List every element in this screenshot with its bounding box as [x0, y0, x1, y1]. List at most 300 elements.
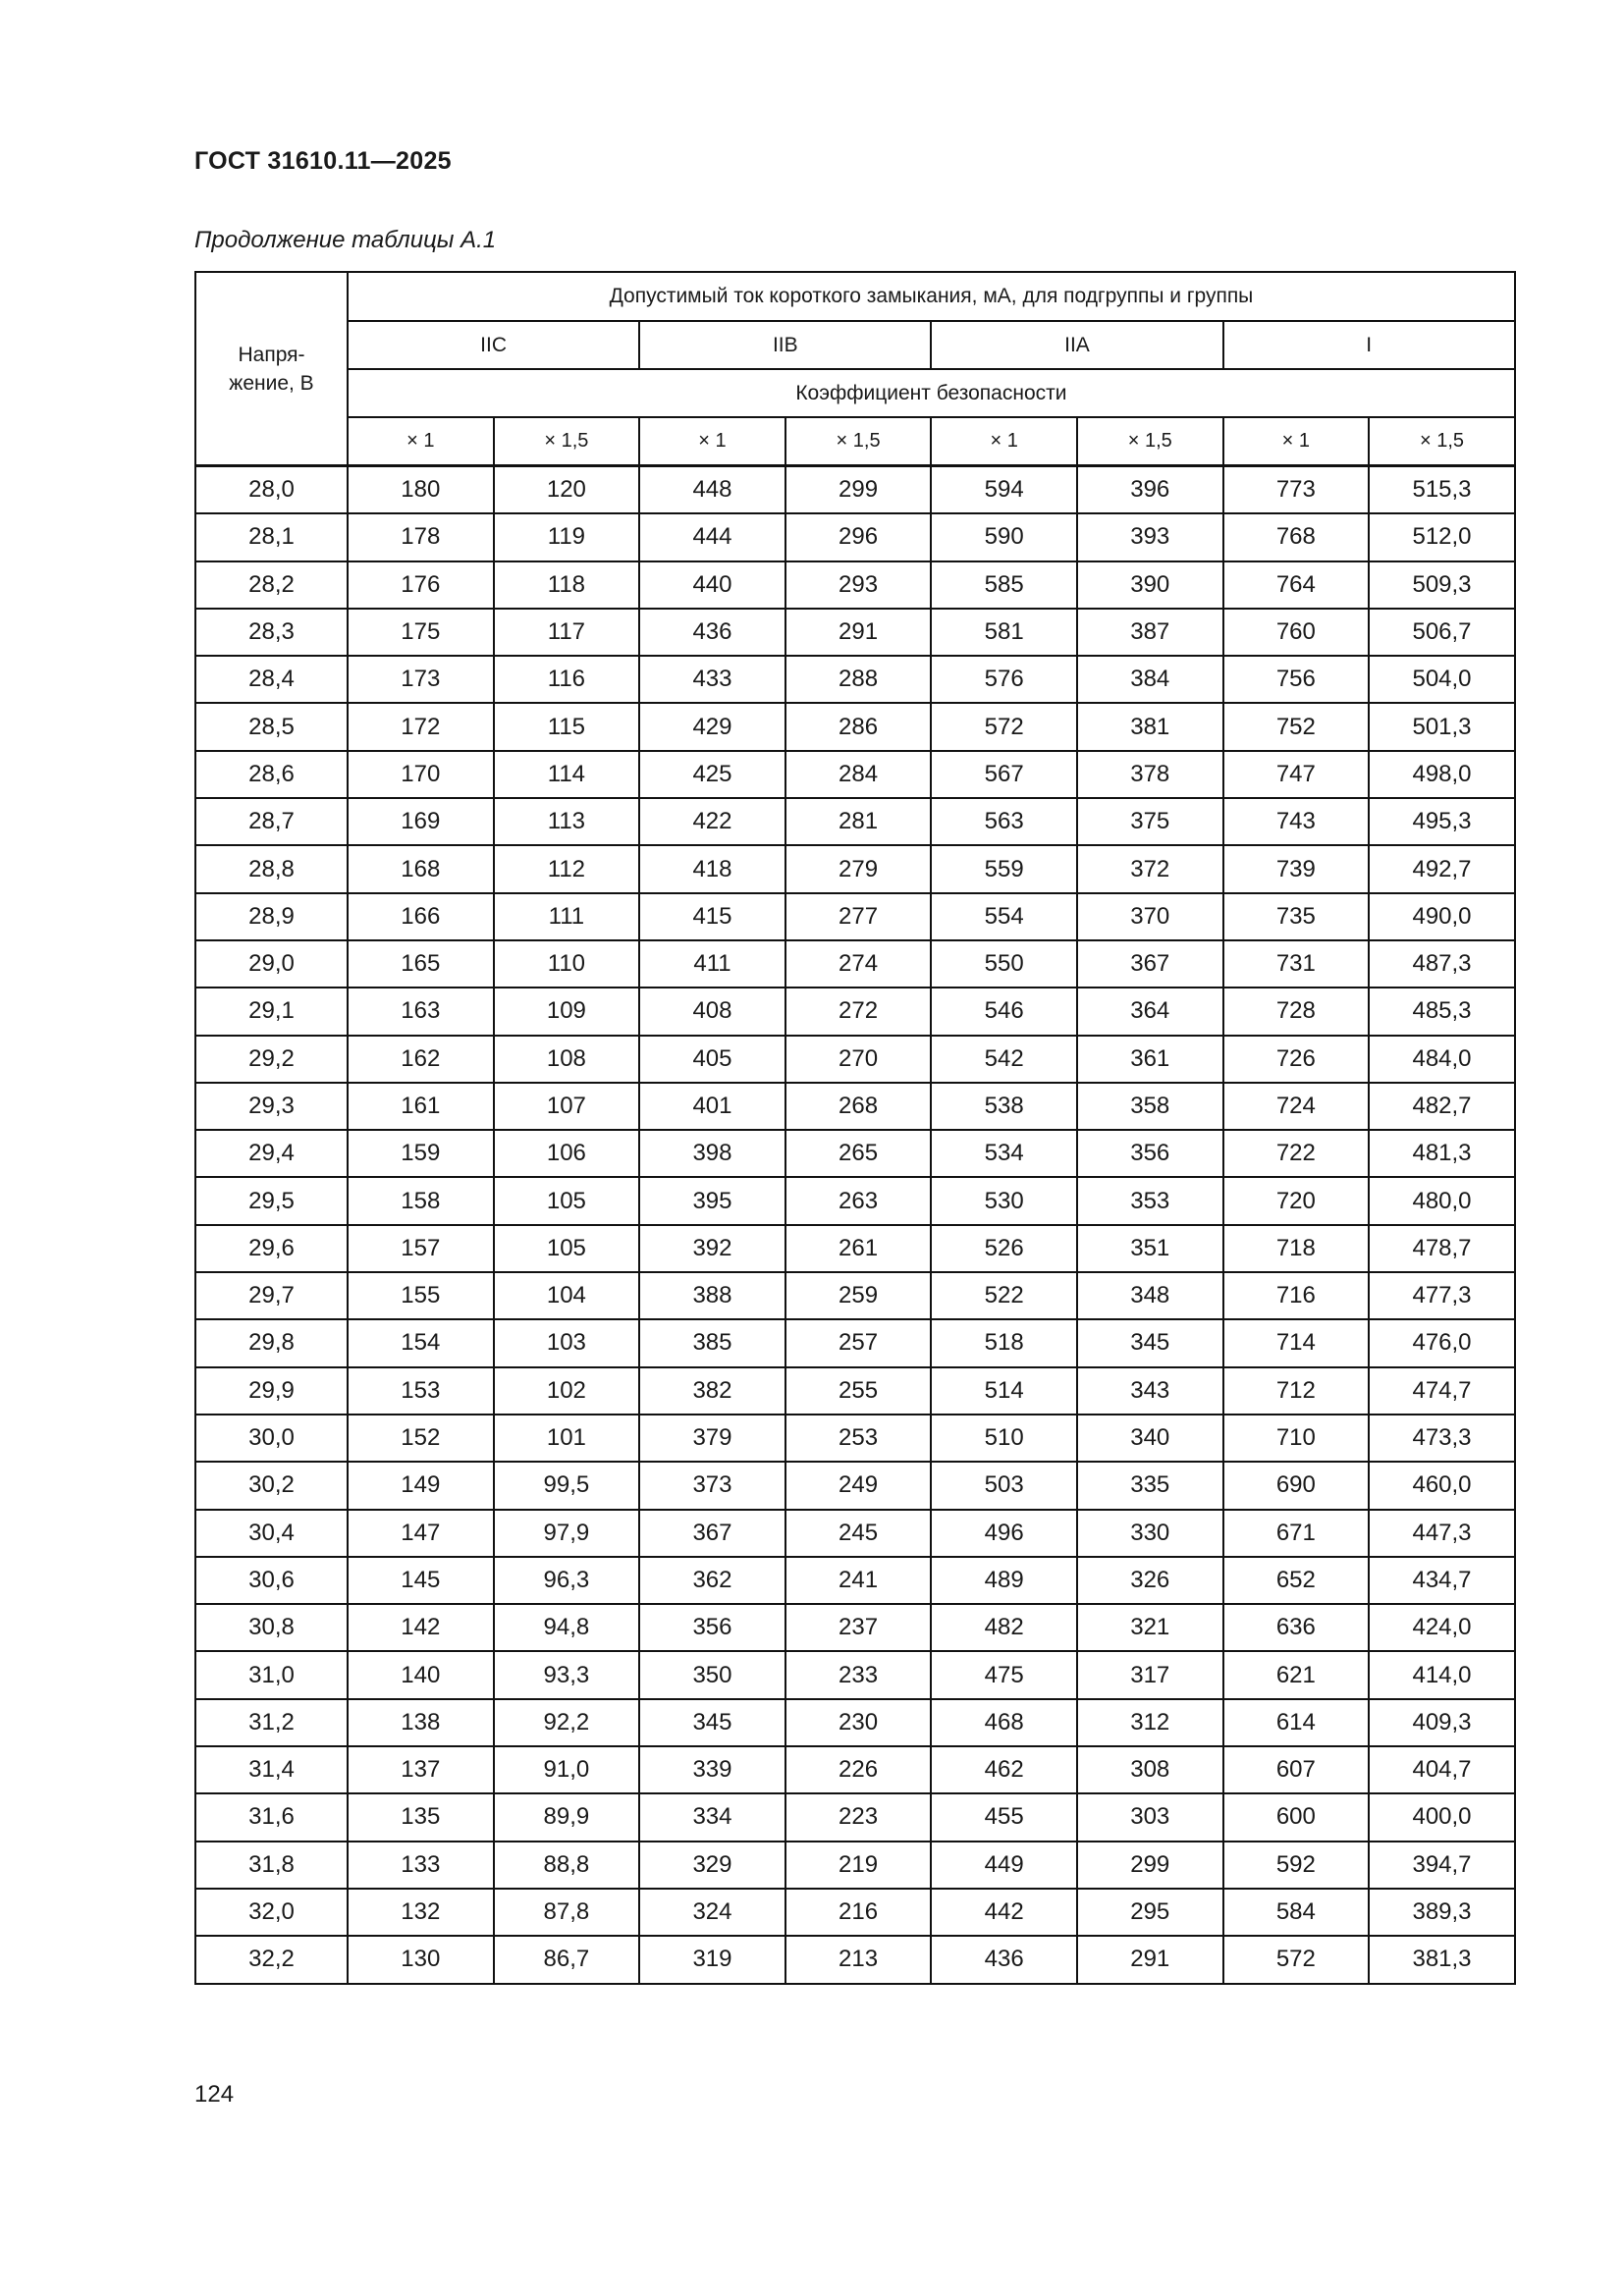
table-row — [195, 466, 1515, 514]
current-cell: 572 — [1223, 1936, 1370, 1983]
current-cell: 281 — [785, 798, 932, 845]
current-cell: 162 — [348, 1036, 494, 1083]
current-cell: 563 — [931, 798, 1077, 845]
current-cell: 411 — [639, 940, 785, 988]
voltage-cell: 32,0 — [195, 1889, 348, 1936]
current-cell: 739 — [1223, 845, 1370, 892]
current-cell: 161 — [348, 1083, 494, 1130]
current-cell: 455 — [931, 1793, 1077, 1841]
current-cell: 490,0 — [1369, 893, 1515, 940]
current-cell: 172 — [348, 703, 494, 750]
current-cell: 392 — [639, 1225, 785, 1272]
group-header: IIB — [639, 321, 931, 369]
table-row — [195, 845, 1515, 892]
current-cell: 165 — [348, 940, 494, 988]
current-cell: 710 — [1223, 1415, 1370, 1462]
current-cell: 364 — [1077, 988, 1223, 1035]
current-cell: 295 — [1077, 1889, 1223, 1936]
current-cell: 550 — [931, 940, 1077, 988]
voltage-cell: 31,4 — [195, 1746, 348, 1793]
current-cell: 379 — [639, 1415, 785, 1462]
voltage-cell: 28,5 — [195, 703, 348, 750]
current-cell: 393 — [1077, 513, 1223, 561]
current-cell: 518 — [931, 1319, 1077, 1366]
current-cell: 89,9 — [494, 1793, 640, 1841]
current-cell: 396 — [1077, 466, 1223, 514]
current-cell: 115 — [494, 703, 640, 750]
current-cell: 747 — [1223, 751, 1370, 798]
current-cell: 752 — [1223, 703, 1370, 750]
current-cell: 284 — [785, 751, 932, 798]
current-cell: 515,3 — [1369, 466, 1515, 514]
table-row — [195, 609, 1515, 656]
current-cell: 590 — [931, 513, 1077, 561]
current-cell: 237 — [785, 1604, 932, 1651]
voltage-cell: 28,7 — [195, 798, 348, 845]
table-row — [195, 1130, 1515, 1177]
current-cell: 621 — [1223, 1651, 1370, 1698]
current-cell: 119 — [494, 513, 640, 561]
current-cell: 335 — [1077, 1462, 1223, 1509]
current-cell: 117 — [494, 609, 640, 656]
table-row — [195, 1177, 1515, 1224]
table-row — [195, 1936, 1515, 1983]
coefficient-cell: × 1 — [348, 417, 494, 466]
voltage-cell: 31,6 — [195, 1793, 348, 1841]
voltage-cell: 30,8 — [195, 1604, 348, 1651]
current-cell: 356 — [639, 1604, 785, 1651]
voltage-column-header — [195, 272, 348, 466]
voltage-cell: 28,6 — [195, 751, 348, 798]
current-cell: 223 — [785, 1793, 932, 1841]
current-cell: 97,9 — [494, 1510, 640, 1557]
current-cell: 257 — [785, 1319, 932, 1366]
current-cell: 585 — [931, 561, 1077, 609]
current-cell: 512,0 — [1369, 513, 1515, 561]
current-cell: 375 — [1077, 798, 1223, 845]
table-row — [195, 1036, 1515, 1083]
current-cell: 157 — [348, 1225, 494, 1272]
table-row — [195, 513, 1515, 561]
current-cell: 722 — [1223, 1130, 1370, 1177]
current-cell: 163 — [348, 988, 494, 1035]
current-cell: 460,0 — [1369, 1462, 1515, 1509]
current-cell: 480,0 — [1369, 1177, 1515, 1224]
current-cell: 584 — [1223, 1889, 1370, 1936]
current-cell: 286 — [785, 703, 932, 750]
current-cell: 86,7 — [494, 1936, 640, 1983]
current-cell: 760 — [1223, 609, 1370, 656]
table-body — [195, 466, 1515, 1984]
current-cell: 145 — [348, 1557, 494, 1604]
current-cell: 492,7 — [1369, 845, 1515, 892]
current-cell: 362 — [639, 1557, 785, 1604]
current-cell: 350 — [639, 1651, 785, 1698]
coefficient-cell: × 1,5 — [1369, 417, 1515, 466]
current-cell: 720 — [1223, 1177, 1370, 1224]
current-cell: 291 — [1077, 1936, 1223, 1983]
current-cell: 735 — [1223, 893, 1370, 940]
current-cell: 111 — [494, 893, 640, 940]
current-cell: 319 — [639, 1936, 785, 1983]
current-cell: 159 — [348, 1130, 494, 1177]
current-cell: 291 — [785, 609, 932, 656]
current-cell: 103 — [494, 1319, 640, 1366]
current-cell: 422 — [639, 798, 785, 845]
current-cell: 559 — [931, 845, 1077, 892]
table-row — [195, 1889, 1515, 1936]
current-cell: 345 — [1077, 1319, 1223, 1366]
voltage-cell: 29,0 — [195, 940, 348, 988]
current-cell: 389,3 — [1369, 1889, 1515, 1936]
current-cell: 462 — [931, 1746, 1077, 1793]
current-cell: 173 — [348, 656, 494, 703]
current-cell: 424,0 — [1369, 1604, 1515, 1651]
current-cell: 277 — [785, 893, 932, 940]
current-cell: 109 — [494, 988, 640, 1035]
current-cell: 546 — [931, 988, 1077, 1035]
table-row — [195, 1699, 1515, 1746]
current-cell: 154 — [348, 1319, 494, 1366]
current-cell: 293 — [785, 561, 932, 609]
current-cell: 473,3 — [1369, 1415, 1515, 1462]
current-cell: 475 — [931, 1651, 1077, 1698]
current-cell: 230 — [785, 1699, 932, 1746]
current-cell: 425 — [639, 751, 785, 798]
current-cell: 378 — [1077, 751, 1223, 798]
current-cell: 132 — [348, 1889, 494, 1936]
current-cell: 88,8 — [494, 1842, 640, 1889]
current-cell: 158 — [348, 1177, 494, 1224]
group-header-row — [195, 321, 1515, 369]
voltage-cell: 28,4 — [195, 656, 348, 703]
current-cell: 482 — [931, 1604, 1077, 1651]
current-cell: 485,3 — [1369, 988, 1515, 1035]
current-cell: 245 — [785, 1510, 932, 1557]
current-cell: 265 — [785, 1130, 932, 1177]
current-cell: 216 — [785, 1889, 932, 1936]
current-cell: 373 — [639, 1462, 785, 1509]
current-cell: 530 — [931, 1177, 1077, 1224]
current-cell: 367 — [1077, 940, 1223, 988]
current-cell: 509,3 — [1369, 561, 1515, 609]
current-cell: 104 — [494, 1272, 640, 1319]
current-cell: 321 — [1077, 1604, 1223, 1651]
coefficient-cell: × 1 — [639, 417, 785, 466]
current-cell: 226 — [785, 1746, 932, 1793]
current-cell: 169 — [348, 798, 494, 845]
table-row — [195, 1510, 1515, 1557]
table-row — [195, 1272, 1515, 1319]
current-cell: 476,0 — [1369, 1319, 1515, 1366]
current-cell: 712 — [1223, 1367, 1370, 1415]
voltage-cell: 29,6 — [195, 1225, 348, 1272]
current-cell: 381 — [1077, 703, 1223, 750]
current-cell: 106 — [494, 1130, 640, 1177]
current-cell: 317 — [1077, 1651, 1223, 1698]
current-cell: 522 — [931, 1272, 1077, 1319]
current-cell: 405 — [639, 1036, 785, 1083]
current-cell: 652 — [1223, 1557, 1370, 1604]
current-cell: 114 — [494, 751, 640, 798]
table-row — [195, 798, 1515, 845]
current-cell: 372 — [1077, 845, 1223, 892]
current-cell: 93,3 — [494, 1651, 640, 1698]
current-cell: 388 — [639, 1272, 785, 1319]
current-cell: 477,3 — [1369, 1272, 1515, 1319]
current-cell: 714 — [1223, 1319, 1370, 1366]
table-row — [195, 1083, 1515, 1130]
current-cell: 142 — [348, 1604, 494, 1651]
current-cell: 481,3 — [1369, 1130, 1515, 1177]
current-cell: 400,0 — [1369, 1793, 1515, 1841]
data-table — [194, 271, 1516, 1985]
coefficient-cell: × 1,5 — [785, 417, 932, 466]
current-cell: 398 — [639, 1130, 785, 1177]
voltage-cell: 28,0 — [195, 466, 348, 514]
current-cell: 92,2 — [494, 1699, 640, 1746]
current-cell: 155 — [348, 1272, 494, 1319]
current-cell: 94,8 — [494, 1604, 640, 1651]
current-cell: 279 — [785, 845, 932, 892]
current-cell: 495,3 — [1369, 798, 1515, 845]
current-cell: 468 — [931, 1699, 1077, 1746]
table-row — [195, 1604, 1515, 1651]
current-cell: 567 — [931, 751, 1077, 798]
current-cell: 233 — [785, 1651, 932, 1698]
table-row — [195, 1225, 1515, 1272]
current-cell: 105 — [494, 1225, 640, 1272]
current-cell: 434,7 — [1369, 1557, 1515, 1604]
coefficient-cell: × 1,5 — [494, 417, 640, 466]
current-cell: 482,7 — [1369, 1083, 1515, 1130]
voltage-cell: 32,2 — [195, 1936, 348, 1983]
current-cell: 726 — [1223, 1036, 1370, 1083]
coefficient-header: Коэффициент безопасности — [348, 369, 1515, 417]
table-row — [195, 1462, 1515, 1509]
current-cell: 501,3 — [1369, 703, 1515, 750]
table-row — [195, 940, 1515, 988]
current-cell: 489 — [931, 1557, 1077, 1604]
current-cell: 436 — [931, 1936, 1077, 1983]
current-cell: 152 — [348, 1415, 494, 1462]
table-row — [195, 1319, 1515, 1366]
current-cell: 387 — [1077, 609, 1223, 656]
current-cell: 219 — [785, 1842, 932, 1889]
current-cell: 401 — [639, 1083, 785, 1130]
current-cell: 213 — [785, 1936, 932, 1983]
current-cell: 384 — [1077, 656, 1223, 703]
voltage-cell: 29,5 — [195, 1177, 348, 1224]
current-cell: 178 — [348, 513, 494, 561]
current-cell: 255 — [785, 1367, 932, 1415]
current-cell: 409,3 — [1369, 1699, 1515, 1746]
current-cell: 137 — [348, 1746, 494, 1793]
current-cell: 576 — [931, 656, 1077, 703]
current-cell: 140 — [348, 1651, 494, 1698]
current-cell: 108 — [494, 1036, 640, 1083]
current-cell: 99,5 — [494, 1462, 640, 1509]
current-cell: 296 — [785, 513, 932, 561]
current-cell: 334 — [639, 1793, 785, 1841]
current-cell: 361 — [1077, 1036, 1223, 1083]
group-header: IIA — [931, 321, 1222, 369]
page-number: 124 — [194, 2081, 235, 2108]
current-cell: 272 — [785, 988, 932, 1035]
current-cell: 303 — [1077, 1793, 1223, 1841]
current-cell: 166 — [348, 893, 494, 940]
current-cell: 496 — [931, 1510, 1077, 1557]
current-cell: 503 — [931, 1462, 1077, 1509]
current-cell: 614 — [1223, 1699, 1370, 1746]
voltage-cell: 29,3 — [195, 1083, 348, 1130]
table-header — [195, 272, 1515, 466]
group-header: IIC — [348, 321, 639, 369]
current-cell: 594 — [931, 466, 1077, 514]
current-cell: 259 — [785, 1272, 932, 1319]
current-cell: 175 — [348, 609, 494, 656]
current-cell: 130 — [348, 1936, 494, 1983]
current-cell: 404,7 — [1369, 1746, 1515, 1793]
current-cell: 440 — [639, 561, 785, 609]
coefficient-cell: × 1 — [1223, 417, 1370, 466]
current-cell: 716 — [1223, 1272, 1370, 1319]
current-cell: 135 — [348, 1793, 494, 1841]
table-row — [195, 751, 1515, 798]
current-cell: 288 — [785, 656, 932, 703]
voltage-cell: 29,2 — [195, 1036, 348, 1083]
current-cell: 241 — [785, 1557, 932, 1604]
current-cell: 329 — [639, 1842, 785, 1889]
current-cell: 728 — [1223, 988, 1370, 1035]
current-cell: 107 — [494, 1083, 640, 1130]
voltage-cell: 31,2 — [195, 1699, 348, 1746]
current-cell: 138 — [348, 1699, 494, 1746]
voltage-cell: 30,0 — [195, 1415, 348, 1462]
current-cell: 308 — [1077, 1746, 1223, 1793]
current-cell: 101 — [494, 1415, 640, 1462]
current-cell: 87,8 — [494, 1889, 640, 1936]
voltage-cell: 30,4 — [195, 1510, 348, 1557]
current-cell: 312 — [1077, 1699, 1223, 1746]
current-cell: 299 — [1077, 1842, 1223, 1889]
voltage-cell: 29,8 — [195, 1319, 348, 1366]
coefficient-cell: × 1,5 — [1077, 417, 1223, 466]
group-header: I — [1223, 321, 1515, 369]
current-cell: 153 — [348, 1367, 494, 1415]
current-cell: 324 — [639, 1889, 785, 1936]
table-caption: Продолжение таблицы А.1 — [194, 227, 497, 253]
table-row — [195, 1793, 1515, 1841]
voltage-cell: 29,9 — [195, 1367, 348, 1415]
table-row — [195, 1557, 1515, 1604]
current-cell: 408 — [639, 988, 785, 1035]
current-cell: 504,0 — [1369, 656, 1515, 703]
voltage-cell: 28,9 — [195, 893, 348, 940]
current-cell: 149 — [348, 1462, 494, 1509]
current-header: Допустимый ток короткого замыкания, мА, для подгруппы и группы — [348, 272, 1515, 321]
current-cell: 442 — [931, 1889, 1077, 1936]
current-cell: 498,0 — [1369, 751, 1515, 798]
current-cell: 415 — [639, 893, 785, 940]
current-cell: 353 — [1077, 1177, 1223, 1224]
current-cell: 113 — [494, 798, 640, 845]
current-cell: 105 — [494, 1177, 640, 1224]
current-cell: 447,3 — [1369, 1510, 1515, 1557]
current-cell: 91,0 — [494, 1746, 640, 1793]
current-cell: 572 — [931, 703, 1077, 750]
current-cell: 112 — [494, 845, 640, 892]
current-cell: 390 — [1077, 561, 1223, 609]
current-cell: 444 — [639, 513, 785, 561]
current-cell: 170 — [348, 751, 494, 798]
current-cell: 510 — [931, 1415, 1077, 1462]
current-cell: 506,7 — [1369, 609, 1515, 656]
current-cell: 176 — [348, 561, 494, 609]
current-cell: 764 — [1223, 561, 1370, 609]
current-cell: 348 — [1077, 1272, 1223, 1319]
coefficient-cell: × 1 — [931, 417, 1077, 466]
current-cell: 340 — [1077, 1415, 1223, 1462]
current-cell: 345 — [639, 1699, 785, 1746]
current-cell: 110 — [494, 940, 640, 988]
current-cell: 343 — [1077, 1367, 1223, 1415]
current-cell: 773 — [1223, 466, 1370, 514]
current-cell: 358 — [1077, 1083, 1223, 1130]
current-cell: 381,3 — [1369, 1936, 1515, 1983]
voltage-cell: 28,3 — [195, 609, 348, 656]
current-cell: 168 — [348, 845, 494, 892]
current-cell: 449 — [931, 1842, 1077, 1889]
current-cell: 133 — [348, 1842, 494, 1889]
current-cell: 118 — [494, 561, 640, 609]
table-row — [195, 988, 1515, 1035]
current-cell: 731 — [1223, 940, 1370, 988]
current-cell: 274 — [785, 940, 932, 988]
voltage-header-text: Напря- жение, В — [229, 343, 314, 395]
current-cell: 299 — [785, 466, 932, 514]
voltage-cell: 30,6 — [195, 1557, 348, 1604]
table-row — [195, 561, 1515, 609]
voltage-cell: 28,8 — [195, 845, 348, 892]
current-cell: 339 — [639, 1746, 785, 1793]
document-id: ГОСТ 31610.11—2025 — [194, 147, 452, 175]
current-cell: 326 — [1077, 1557, 1223, 1604]
current-cell: 768 — [1223, 513, 1370, 561]
current-cell: 261 — [785, 1225, 932, 1272]
current-cell: 743 — [1223, 798, 1370, 845]
current-cell: 367 — [639, 1510, 785, 1557]
current-cell: 592 — [1223, 1842, 1370, 1889]
voltage-cell: 31,8 — [195, 1842, 348, 1889]
current-cell: 385 — [639, 1319, 785, 1366]
current-cell: 636 — [1223, 1604, 1370, 1651]
table-row — [195, 703, 1515, 750]
current-cell: 116 — [494, 656, 640, 703]
current-cell: 351 — [1077, 1225, 1223, 1272]
table-row — [195, 1842, 1515, 1889]
current-cell: 607 — [1223, 1746, 1370, 1793]
voltage-cell: 29,1 — [195, 988, 348, 1035]
voltage-cell: 29,4 — [195, 1130, 348, 1177]
current-cell: 147 — [348, 1510, 494, 1557]
current-cell: 395 — [639, 1177, 785, 1224]
current-cell: 554 — [931, 893, 1077, 940]
voltage-cell: 29,7 — [195, 1272, 348, 1319]
current-cell: 474,7 — [1369, 1367, 1515, 1415]
current-cell: 180 — [348, 466, 494, 514]
table-row — [195, 1367, 1515, 1415]
